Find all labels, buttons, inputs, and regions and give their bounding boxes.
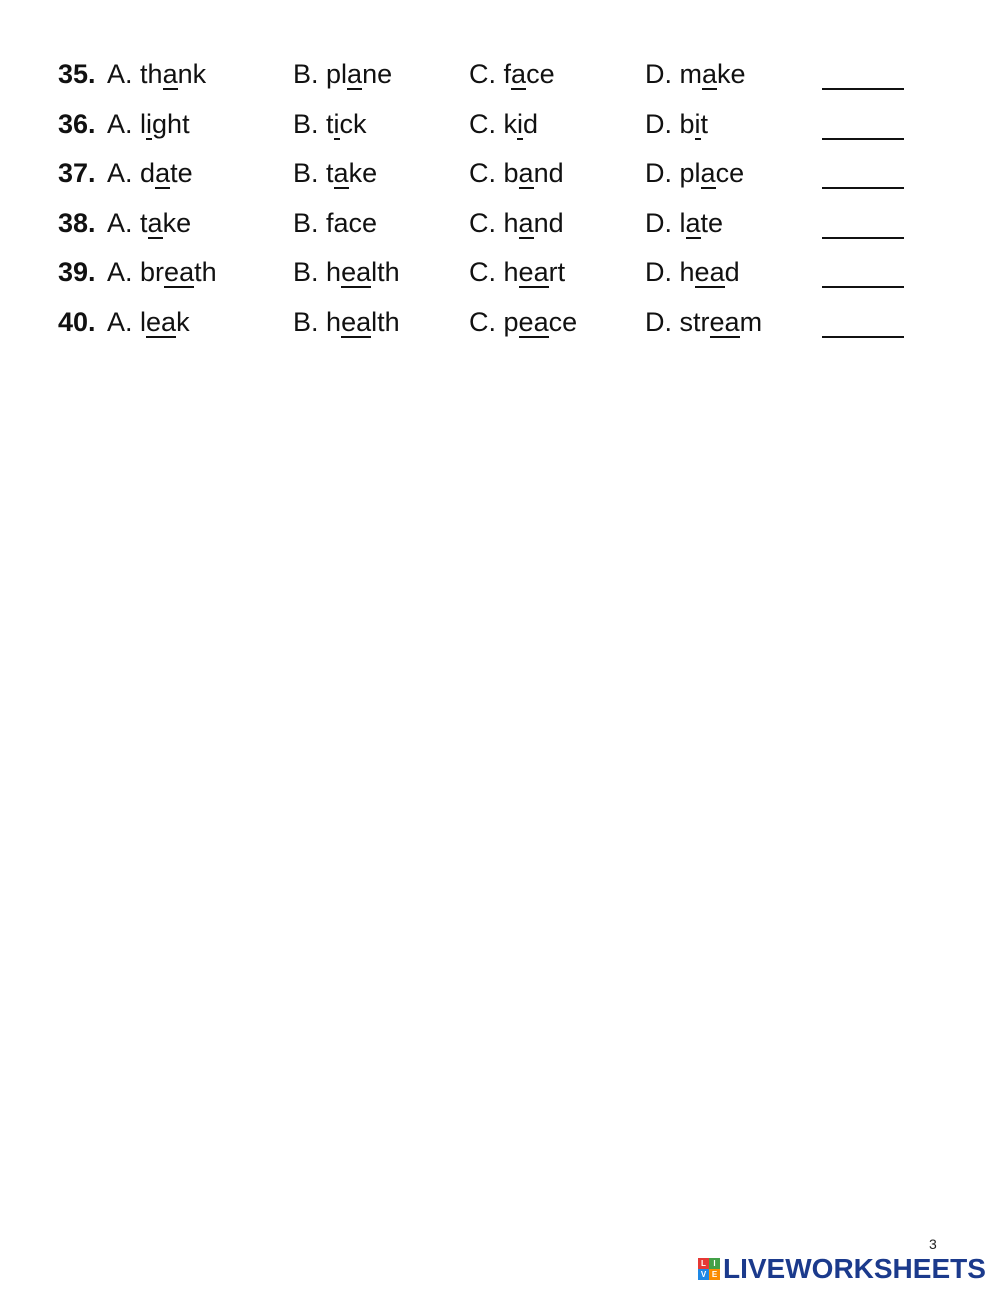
word-suffix: ce: [548, 306, 578, 337]
option-letter: B.: [293, 59, 319, 89]
word-suffix: te: [170, 158, 193, 189]
option-c: [469, 151, 564, 195]
option-word: [140, 158, 193, 188]
brand-mark-letter: L: [698, 1258, 709, 1269]
option-letter: A.: [107, 108, 133, 139]
option-word: [326, 109, 367, 139]
underlined-letters: ea: [518, 257, 549, 288]
option-letter: D.: [645, 59, 672, 89]
question-row: [0, 52, 1000, 102]
word-prefix: pl: [679, 158, 701, 189]
underlined-letters: ea: [341, 306, 372, 337]
option-letter: B.: [293, 207, 319, 238]
word-prefix: d: [140, 158, 156, 189]
option-a: [107, 300, 190, 344]
option-c: [469, 52, 555, 96]
word-suffix: rt: [548, 257, 566, 288]
word-prefix: k: [503, 108, 518, 139]
brand-name: LIVEWORKSHEETS: [723, 1253, 986, 1284]
option-word: [680, 307, 763, 337]
option-letter: C.: [469, 158, 496, 189]
option-d: [645, 201, 723, 245]
underlined-letters: i: [517, 108, 524, 139]
word-suffix: nk: [177, 59, 207, 89]
word-suffix: ne: [362, 59, 393, 89]
word-prefix: th: [140, 59, 163, 89]
question-row: [0, 250, 1000, 300]
option-word: [140, 59, 206, 89]
word-suffix: lth: [371, 306, 400, 337]
option-a: [107, 201, 191, 245]
question-row: [0, 102, 1000, 152]
question-number: 35.: [58, 59, 96, 89]
underlined-letters: ea: [694, 257, 725, 288]
option-letter: D.: [645, 207, 672, 238]
underlined-letters: a: [162, 59, 178, 89]
word-prefix: p: [503, 306, 519, 337]
option-word: [326, 158, 377, 188]
word-suffix: lth: [371, 257, 400, 288]
underlined-letters: a: [147, 207, 163, 238]
option-letter: A.: [107, 158, 133, 189]
word-suffix: m: [739, 306, 763, 337]
word-suffix: ke: [717, 59, 746, 89]
option-letter: B.: [293, 257, 319, 288]
option-a: [107, 102, 190, 146]
option-b: [293, 151, 377, 195]
option-letter: C.: [469, 207, 496, 238]
underlined-letters: a: [347, 59, 363, 89]
question-row: [0, 300, 1000, 350]
underlined-letters: ea: [146, 306, 177, 337]
word-suffix: nd: [533, 158, 564, 189]
underlined-letters: a: [685, 207, 701, 238]
question-row: [0, 201, 1000, 251]
option-letter: B.: [293, 108, 319, 139]
word-prefix: str: [679, 306, 710, 337]
question-number: 37.: [58, 158, 96, 189]
word-suffix: ke: [348, 158, 378, 189]
word-prefix: h: [503, 257, 519, 288]
option-letter: B.: [293, 306, 319, 337]
word-suffix: ck: [339, 108, 367, 139]
option-letter: C.: [469, 108, 496, 139]
option-letter: B.: [293, 158, 319, 189]
word-prefix: pl: [326, 59, 348, 89]
word-prefix: h: [326, 306, 342, 337]
option-b: [293, 52, 392, 96]
word-prefix: l: [679, 207, 686, 238]
word-prefix: f: [503, 59, 512, 89]
word-prefix: h: [326, 257, 342, 288]
word-prefix: b: [679, 108, 695, 139]
word-suffix: k: [176, 306, 190, 337]
word-prefix: h: [503, 207, 519, 238]
answer-blank[interactable]: [822, 209, 904, 239]
word-suffix: nd: [533, 207, 564, 238]
option-b: [293, 201, 377, 245]
option-d: [645, 300, 762, 344]
option-word: [140, 307, 190, 337]
word-prefix: t: [140, 207, 148, 238]
brand-mark-letter: I: [709, 1258, 720, 1269]
question-number: 39.: [58, 257, 96, 288]
underlined-letters: ea: [164, 257, 195, 288]
liveworksheets-logo[interactable]: [698, 1254, 986, 1284]
option-c: [469, 250, 565, 294]
answer-blank[interactable]: [822, 159, 904, 189]
option-letter: D.: [645, 108, 672, 139]
option-word: [680, 208, 724, 238]
brand-mark-icon: [698, 1258, 720, 1280]
question-row: [0, 151, 1000, 201]
option-word: [504, 257, 566, 287]
underlined-letters: i: [694, 108, 701, 139]
option-a: [107, 250, 217, 294]
option-letter: A.: [107, 207, 133, 238]
word-prefix: l: [140, 306, 147, 337]
option-d: [645, 52, 746, 96]
underlined-letters: a: [518, 207, 534, 238]
option-word: [680, 109, 709, 139]
option-letter: C.: [469, 59, 496, 89]
option-word: [326, 257, 400, 287]
word-suffix: d: [523, 108, 539, 139]
underlined-letters: i: [146, 108, 153, 139]
option-c: [469, 102, 538, 146]
underlined-letters: i: [333, 108, 340, 139]
option-c: [469, 201, 564, 245]
option-word: [140, 208, 191, 238]
option-word: [504, 158, 564, 188]
answer-blank[interactable]: [822, 60, 904, 90]
option-letter: D.: [645, 257, 672, 288]
option-letter: C.: [469, 257, 496, 288]
option-word: [504, 59, 555, 89]
brand-mark-letter: V: [698, 1269, 709, 1280]
question-number: 38.: [58, 207, 96, 238]
option-b: [293, 250, 400, 294]
word-suffix: th: [194, 257, 217, 288]
question-number: 40.: [58, 306, 96, 337]
option-letter: A.: [107, 257, 133, 288]
option-word: [680, 59, 746, 89]
underlined-letters: a: [700, 158, 716, 189]
word-prefix: br: [140, 257, 165, 288]
word-prefix: t: [326, 158, 334, 189]
worksheet: [0, 52, 1000, 350]
underlined-letters: ea: [518, 306, 549, 337]
page-number: 3: [929, 1236, 937, 1252]
word-suffix: ce: [526, 59, 555, 89]
word-prefix: face: [326, 207, 378, 238]
word-prefix: h: [679, 257, 695, 288]
option-word: [680, 158, 745, 188]
option-letter: A.: [107, 59, 133, 89]
option-c: [469, 300, 577, 344]
option-d: [645, 151, 744, 195]
option-letter: D.: [645, 306, 672, 337]
underlined-letters: ea: [709, 306, 740, 337]
option-word: [504, 307, 578, 337]
option-word: [504, 208, 564, 238]
brand-mark-letter: E: [709, 1269, 720, 1280]
answer-blank[interactable]: [822, 110, 904, 140]
word-suffix: te: [700, 207, 724, 238]
underlined-letters: a: [333, 158, 349, 189]
option-word: [140, 257, 217, 287]
word-prefix: l: [140, 108, 147, 139]
word-suffix: ke: [162, 207, 192, 238]
option-a: [107, 151, 193, 195]
word-suffix: t: [700, 108, 709, 139]
option-word: [326, 59, 392, 89]
option-b: [293, 300, 400, 344]
word-suffix: ght: [152, 108, 190, 139]
option-letter: A.: [107, 306, 133, 337]
option-word: [326, 208, 377, 238]
option-word: [140, 109, 190, 139]
underlined-letters: a: [518, 158, 534, 189]
word-suffix: d: [724, 257, 740, 288]
answer-blank[interactable]: [822, 308, 904, 338]
word-suffix: ce: [715, 158, 745, 189]
option-word: [504, 109, 539, 139]
option-letter: D.: [645, 158, 672, 189]
answer-blank[interactable]: [822, 258, 904, 288]
option-word: [326, 307, 400, 337]
underlined-letters: a: [511, 59, 527, 89]
option-d: [645, 102, 708, 146]
option-word: [680, 257, 740, 287]
option-letter: C.: [469, 306, 496, 337]
option-a: [107, 52, 206, 96]
word-prefix: t: [326, 108, 334, 139]
word-prefix: m: [679, 59, 703, 89]
option-b: [293, 102, 367, 146]
word-prefix: b: [503, 158, 519, 189]
underlined-letters: a: [155, 158, 171, 189]
option-d: [645, 250, 740, 294]
underlined-letters: a: [702, 59, 718, 89]
question-number: 36.: [58, 108, 96, 139]
underlined-letters: ea: [341, 257, 372, 288]
